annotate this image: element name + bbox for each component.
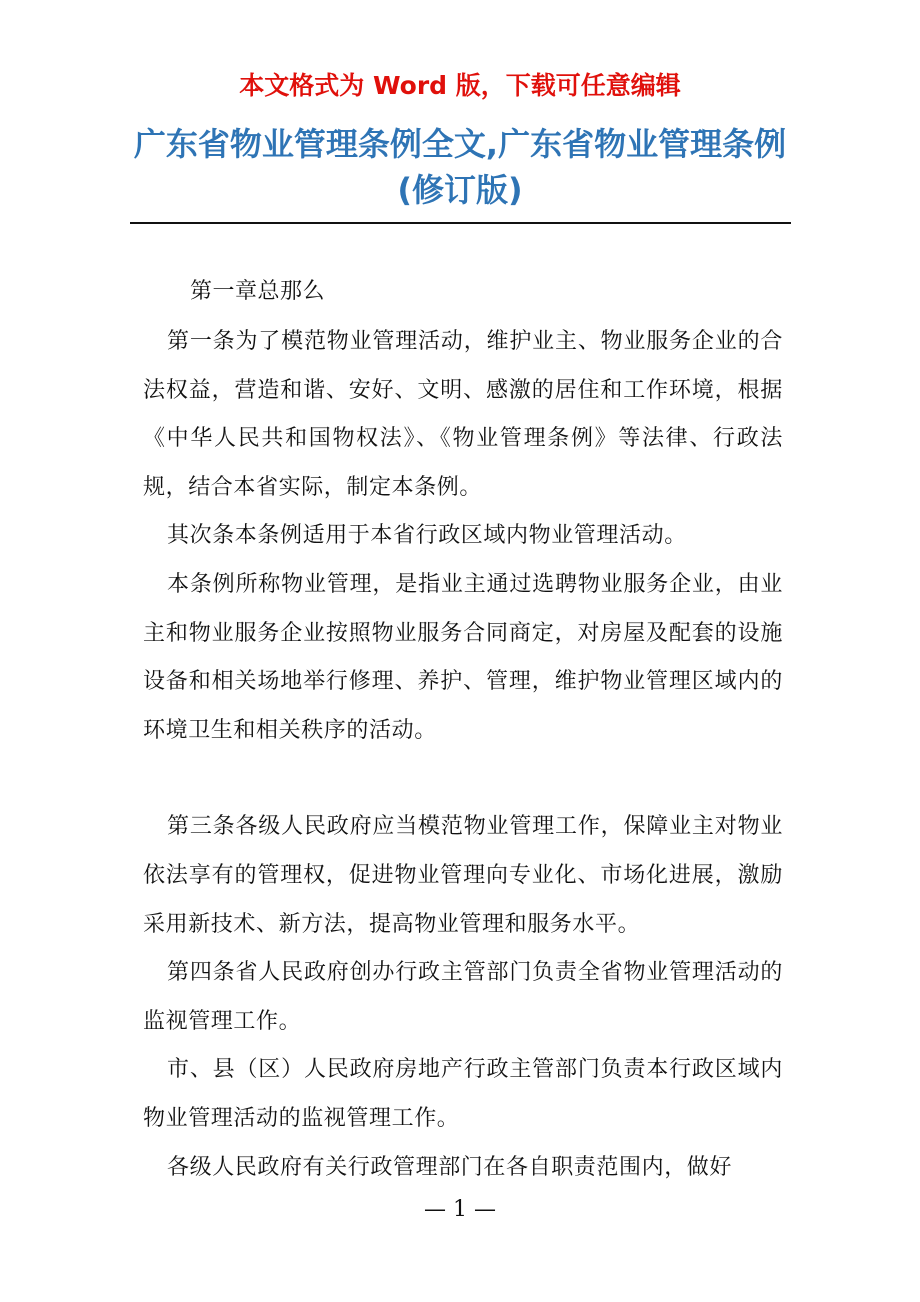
- document-title: 广东省物业管理条例全文,广东省物业管理条例(修订版): [133, 125, 787, 209]
- paragraph-article-4-departments: 各级人民政府有关行政管理部门在各自职责范围内，做好: [167, 1154, 733, 1180]
- paragraph-article-4-local: 市、县（区）人民政府房地产行政主管部门负责本行政区域内物业管理活动的监视管理工作。: [143, 1057, 783, 1131]
- title-divider: [130, 222, 791, 224]
- paragraph-article-4: 第四条省人民政府创办行政主管部门负责全省物业管理活动的监视管理工作。: [143, 960, 783, 1034]
- paragraph-spacer: [143, 755, 783, 803]
- download-notice: 本文格式为 Word 版，下载可任意编辑: [239, 71, 681, 100]
- paragraph-article-3: 第三条各级人民政府应当模范物业管理工作，保障业主对物业依法享有的管理权，促进物业管理向专业化、市场化进展，激励采用新技术、新方法，提高物业管理和服务水平。: [143, 814, 783, 937]
- paragraph-article-2-definition: 本条例所称物业管理，是指业主通过选聘物业服务企业，由业主和物业服务企业按照物业服务合同商定，对房屋及配套的设施设备和相关场地举行修理、养护、管理，维护物业管理区域内的环境卫生和相关秩序的活动。: [143, 571, 783, 743]
- page-number: — 1 —: [424, 1197, 496, 1222]
- paragraph-article-2: 其次条本条例适用于本省行政区域内物业管理活动。: [167, 523, 687, 549]
- document-body: [143, 266, 783, 1192]
- paragraph-article-1: 第一条为了模范物业管理活动，维护业主、物业服务企业的合法权益，营造和谐、安好、文明、感激的居住和工作环境，根据《中华人民共和国物权法》、《物业管理条例》等法律、行政法规，结合本省实际，制定本条例。: [143, 329, 783, 500]
- chapter-heading: 第一章总那么: [190, 279, 326, 304]
